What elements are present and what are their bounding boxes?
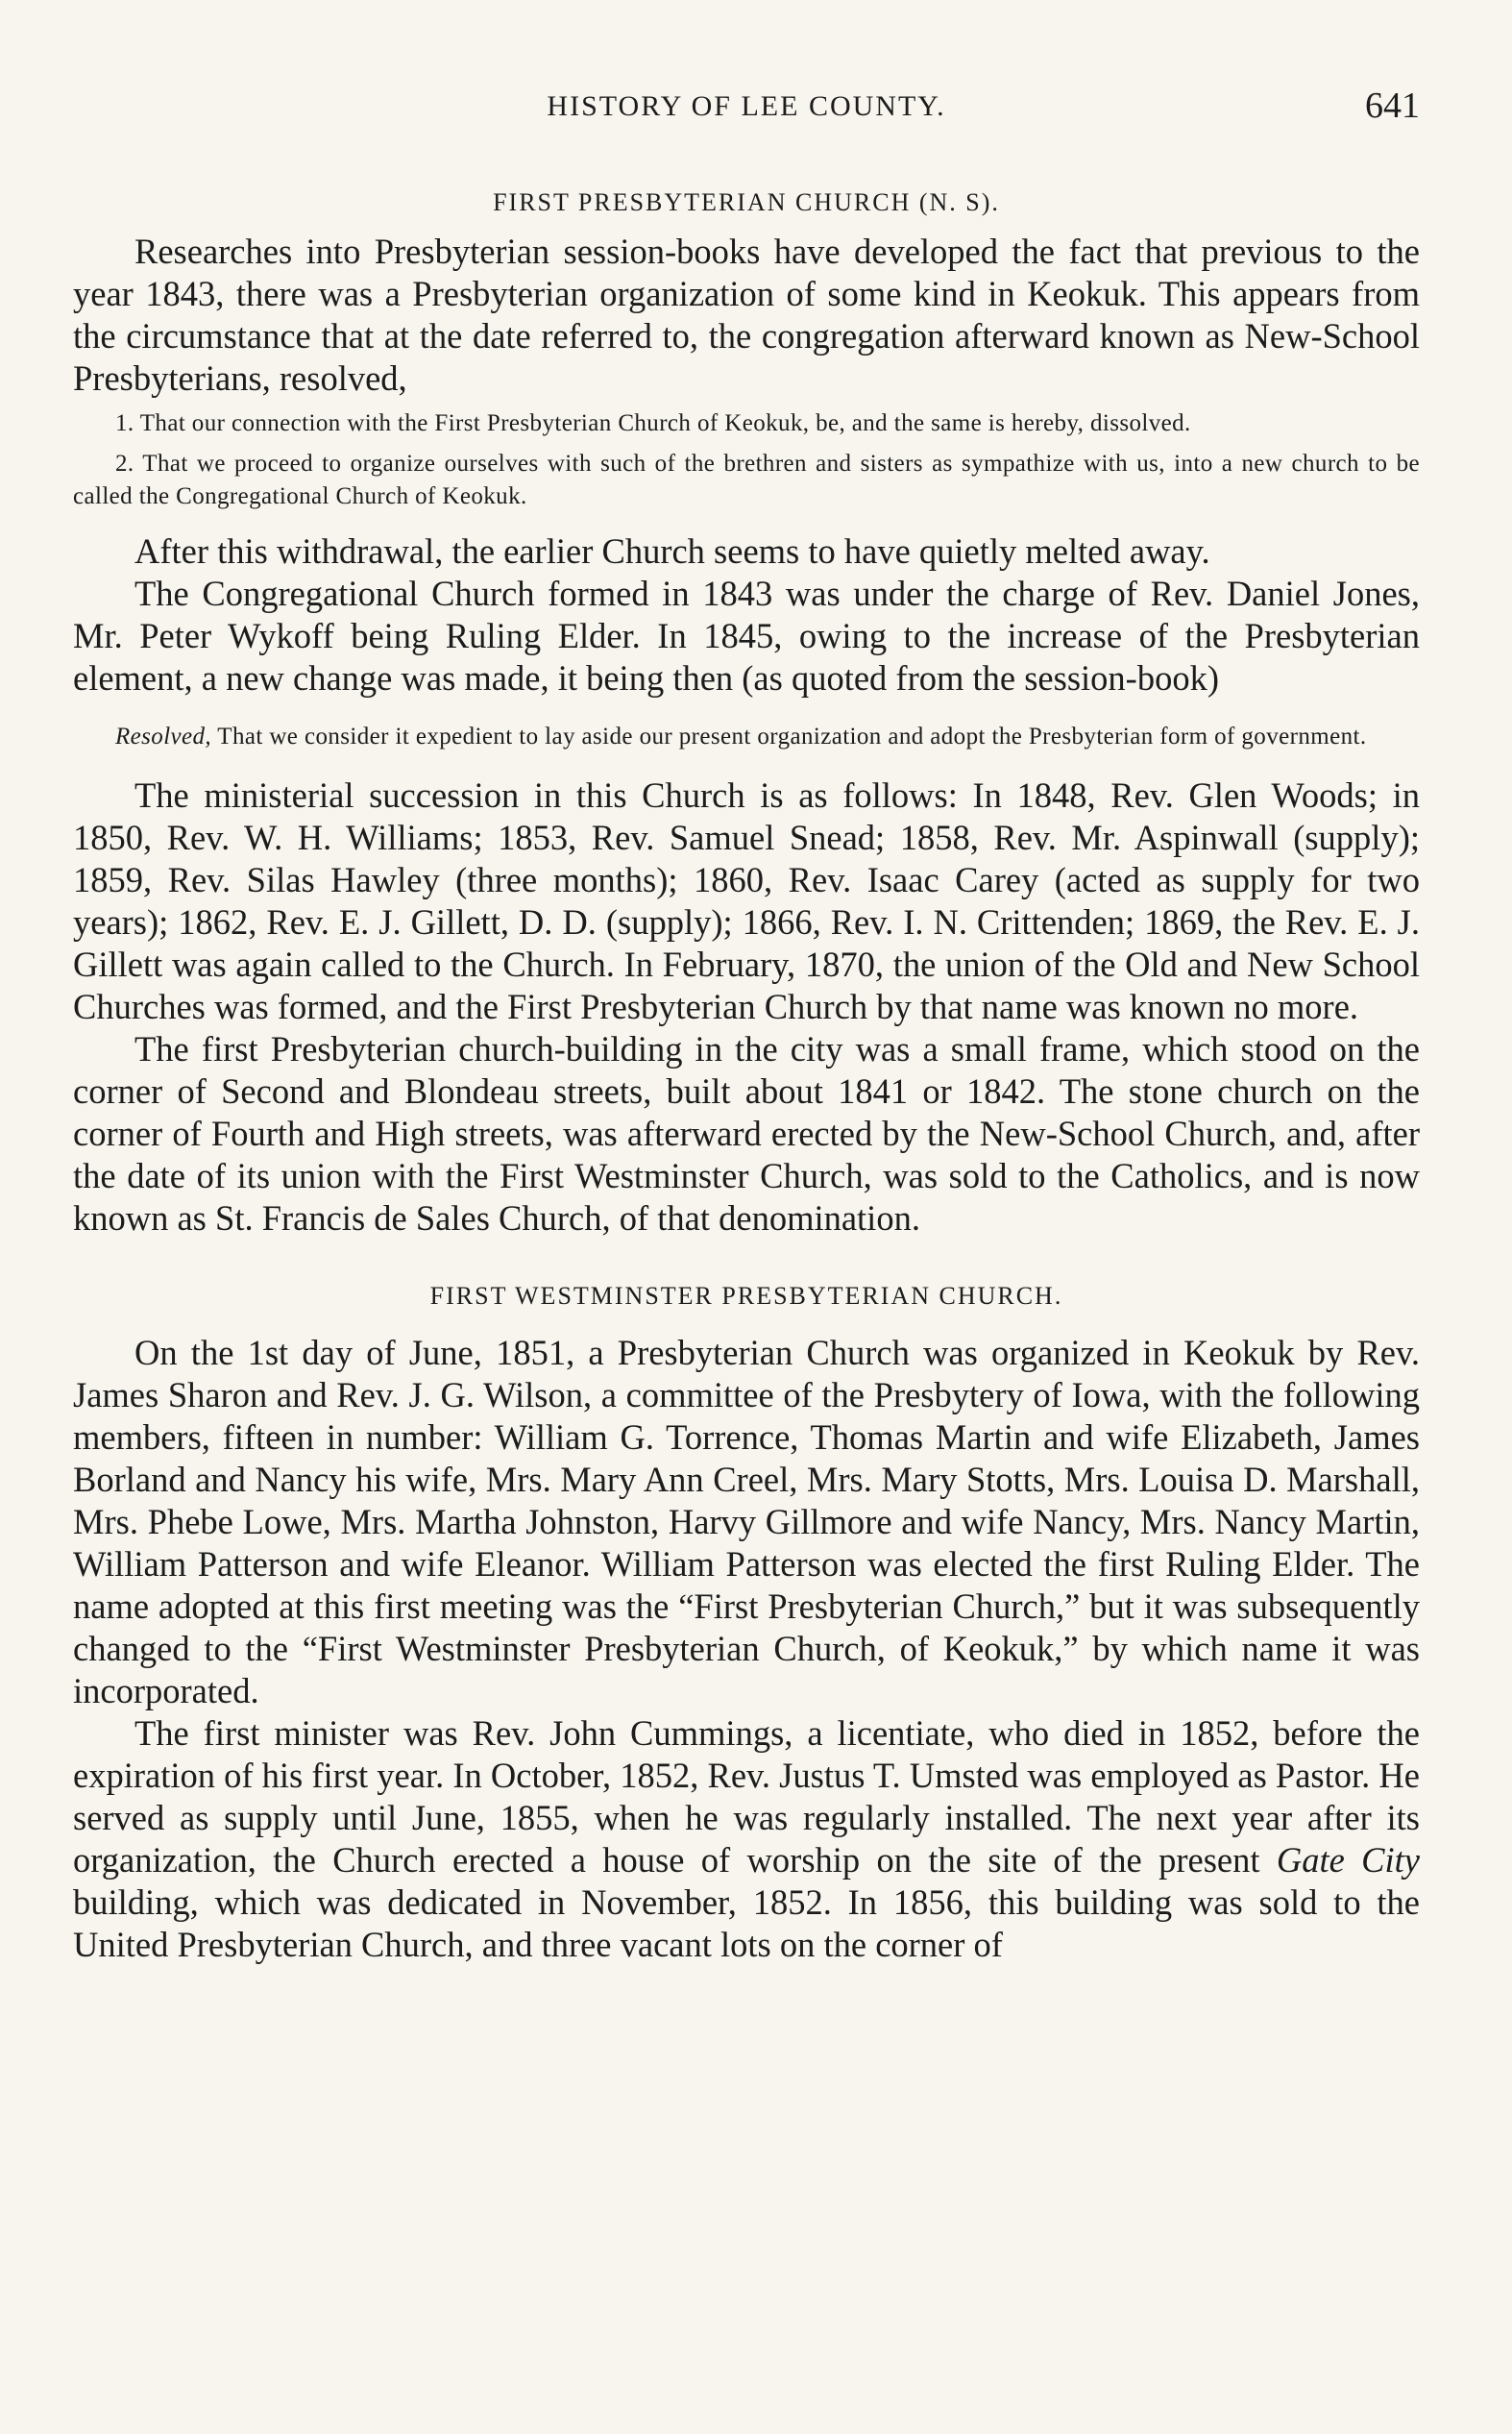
section-heading: FIRST WESTMINSTER PRESBYTERIAN CHURCH. bbox=[429, 1282, 1063, 1310]
section-heading: FIRST PRESBYTERIAN CHURCH (N. S). bbox=[493, 188, 1000, 216]
section-first-westminster bbox=[73, 1282, 1420, 1966]
paragraph bbox=[73, 1712, 1420, 1966]
section-first-presbyterian bbox=[73, 188, 1420, 1240]
page bbox=[73, 85, 1420, 1966]
paragraph: Researches into Presbyterian session-books have developed the fact that previous to the year 1843, there was a Presbyterian organization of some kind in Keokuk. This appears from the circumstance that at the date referred to, the congregation afterward known as New-School Presbyterians, resolved, bbox=[73, 232, 1420, 398]
page-number: 641 bbox=[1365, 86, 1420, 126]
resolved-quote bbox=[73, 721, 1420, 753]
resolution-item: 1. That our connection with the First Presbyterian Church of Keokuk, be, and the same is hereby, dissolved. bbox=[115, 410, 1191, 436]
paragraph-text: The first minister was Rev. John Cummings, a licentiate, who died in 1852, before the expiration of his first year. In October, 1852, Rev. Justus T. Umsted was employed as Pastor. He served as supply until June, 1855, when he was regularly installed. The next year after its organization, the Church erected a house of worship on the site of the present bbox=[73, 1713, 1420, 1880]
resolved-body: That we consider it expedient to lay aside our present organization and adopt the Presbyterian form of government. bbox=[211, 724, 1367, 750]
paragraph: The first Presbyterian church-building in the city was a small frame, which stood on the corner of Second and Blondeau streets, built about 1841 or 1842. The stone church on the corner of Fourth and High streets, was afterward erected by the New-School Church, and, after the date of its union with the First Westminster Church, was sold to the Catholics, and is now known as St. Francis de Sales Church, of that denomination. bbox=[73, 1029, 1420, 1238]
paragraph-text: building, which was dedicated in November, 1852. In 1856, this building was sold to the United Presbyterian Church, and three vacant lots on the corner of bbox=[73, 1882, 1420, 1964]
paragraph: On the 1st day of June, 1851, a Presbyterian Church was organized in Keokuk by Rev. James Sharon and Rev. J. G. Wilson, a committee of the Presbytery of Iowa, with the following members, fifteen in number: William G. Torrence, Thomas Martin and wife Elizabeth, James Borland and Nancy his wife, Mrs. Mary Ann Creel, Mrs. Mary Stotts, Mrs. Louisa D. Marshall, Mrs. Phebe Lowe, Mrs. Martha Johnston, Harvy Gillmore and wife Nancy, Mrs. Nancy Martin, William Patterson and wife Eleanor. William Patterson was elected the first Ruling Elder. The name adopted at this first meeting was the “First Presbyterian Church,” but it was subsequently changed to the “First Westminster Presbyterian Church, of Keokuk,” by which name it was incorporated. bbox=[73, 1333, 1420, 1710]
resolutions-list bbox=[73, 407, 1420, 513]
running-title: HISTORY OF LEE COUNTY. bbox=[547, 90, 946, 122]
italic-name: Gate City bbox=[1276, 1840, 1420, 1880]
resolved-word: Resolved, bbox=[115, 724, 212, 750]
resolution-item: 2. That we proceed to organize ourselves with such of the brethren and sisters as sympathize with us, into a new church to be called the Congregational Church of Keokuk. bbox=[73, 451, 1420, 509]
running-head bbox=[73, 85, 1420, 133]
paragraph: After this withdrawal, the earlier Church seems to have quietly melted away. bbox=[134, 531, 1210, 571]
paragraph: The Congregational Church formed in 1843 was under the charge of Rev. Daniel Jones, Mr. Peter Wykoff being Ruling Elder. In 1845, owing to the increase of the Presbyterian element, a new change was made, it being then (as quoted from the session-book) bbox=[73, 574, 1420, 698]
paragraph: The ministerial succession in this Church is as follows: In 1848, Rev. Glen Woods; in 1850, Rev. W. H. Williams; 1853, Rev. Samuel Snead; 1858, Rev. Mr. Aspinwall (supply); 1859, Rev. Silas Hawley (three months); 1860, Rev. Isaac Carey (acted as supply for two years); 1862, Rev. E. J. Gillett, D. D. (supply); 1866, Rev. I. N. Crittenden; 1869, the Rev. E. J. Gillett was again called to the Church. In February, 1870, the union of the Old and New School Churches was formed, and the First Presbyterian Church by that name was known no more. bbox=[73, 775, 1420, 1026]
resolved-text bbox=[73, 721, 1420, 753]
